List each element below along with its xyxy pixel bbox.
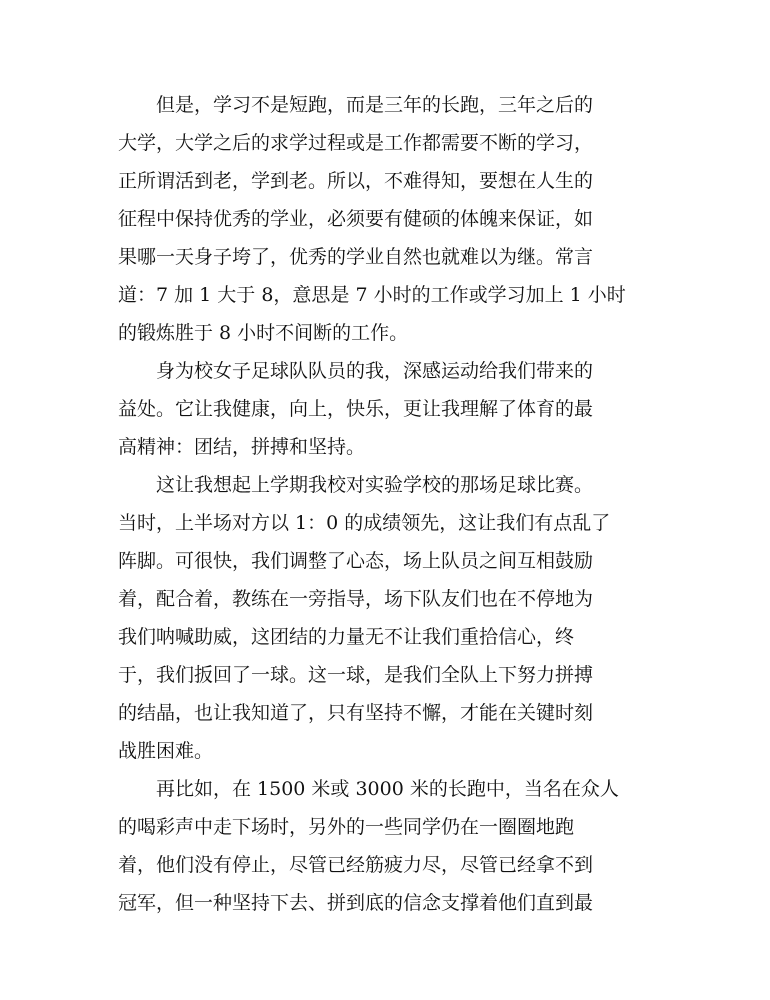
text-line: 着，他们没有停止，尽管已经筋疲力尽，尽管已经拿不到 bbox=[118, 854, 594, 876]
text-line: 的喝彩声中走下场时，另外的一些同学仍在一圈圈地跑 bbox=[118, 816, 575, 838]
text-line: 的结晶，也让我知道了，只有坚持不懈，才能在关键时刻 bbox=[118, 702, 594, 724]
text-line: 道：7 加 1 大于 8，意思是 7 小时的工作或学习加上 1 小时 bbox=[118, 284, 626, 306]
text-line: 于，我们扳回了一球。这一球，是我们全队上下努力拼搏 bbox=[118, 664, 594, 686]
paragraph-3 bbox=[118, 466, 654, 770]
paragraph-2 bbox=[118, 352, 654, 466]
text-line: 阵脚。可很快，我们调整了心态，场上队员之间互相鼓励 bbox=[118, 550, 594, 572]
text-line: 当时，上半场对方以 1：0 的成绩领先，这让我们有点乱了 bbox=[118, 512, 611, 534]
text-line: 但是，学习不是短跑，而是三年的长跑，三年之后的 bbox=[156, 94, 594, 116]
text-line: 果哪一天身子垮了，优秀的学业自然也就难以为继。常言 bbox=[118, 246, 594, 268]
paragraph-4 bbox=[118, 770, 654, 922]
text-line: 正所谓活到老，学到老。所以，不难得知，要想在人生的 bbox=[118, 170, 594, 192]
text-line: 的锻炼胜于 8 小时不间断的工作。 bbox=[118, 322, 409, 344]
text-line: 着，配合着，教练在一旁指导，场下队友们也在不停地为 bbox=[118, 588, 594, 610]
text-line: 大学，大学之后的求学过程或是工作都需要不断的学习， bbox=[118, 132, 594, 154]
paragraph-1 bbox=[118, 86, 654, 352]
text-line: 益处。它让我健康，向上，快乐，更让我理解了体育的最 bbox=[118, 398, 594, 420]
text-line: 我们呐喊助威，这团结的力量无不让我们重拾信心，终 bbox=[118, 626, 575, 648]
text-line: 再比如，在 1500 米或 3000 米的长跑中，当名在众人 bbox=[156, 778, 619, 800]
text-line: 冠军，但一种坚持下去、拼到底的信念支撑着他们直到最 bbox=[118, 892, 594, 914]
text-line: 征程中保持优秀的学业，必须要有健硕的体魄来保证，如 bbox=[118, 208, 594, 230]
text-line: 这让我想起上学期我校对实验学校的那场足球比赛。 bbox=[156, 474, 594, 496]
text-line: 高精神：团结，拼搏和坚持。 bbox=[118, 436, 366, 458]
text-line: 身为校女子足球队队员的我，深感运动给我们带来的 bbox=[156, 360, 594, 382]
text-line: 战胜困难。 bbox=[118, 740, 214, 762]
document-body bbox=[118, 86, 654, 922]
